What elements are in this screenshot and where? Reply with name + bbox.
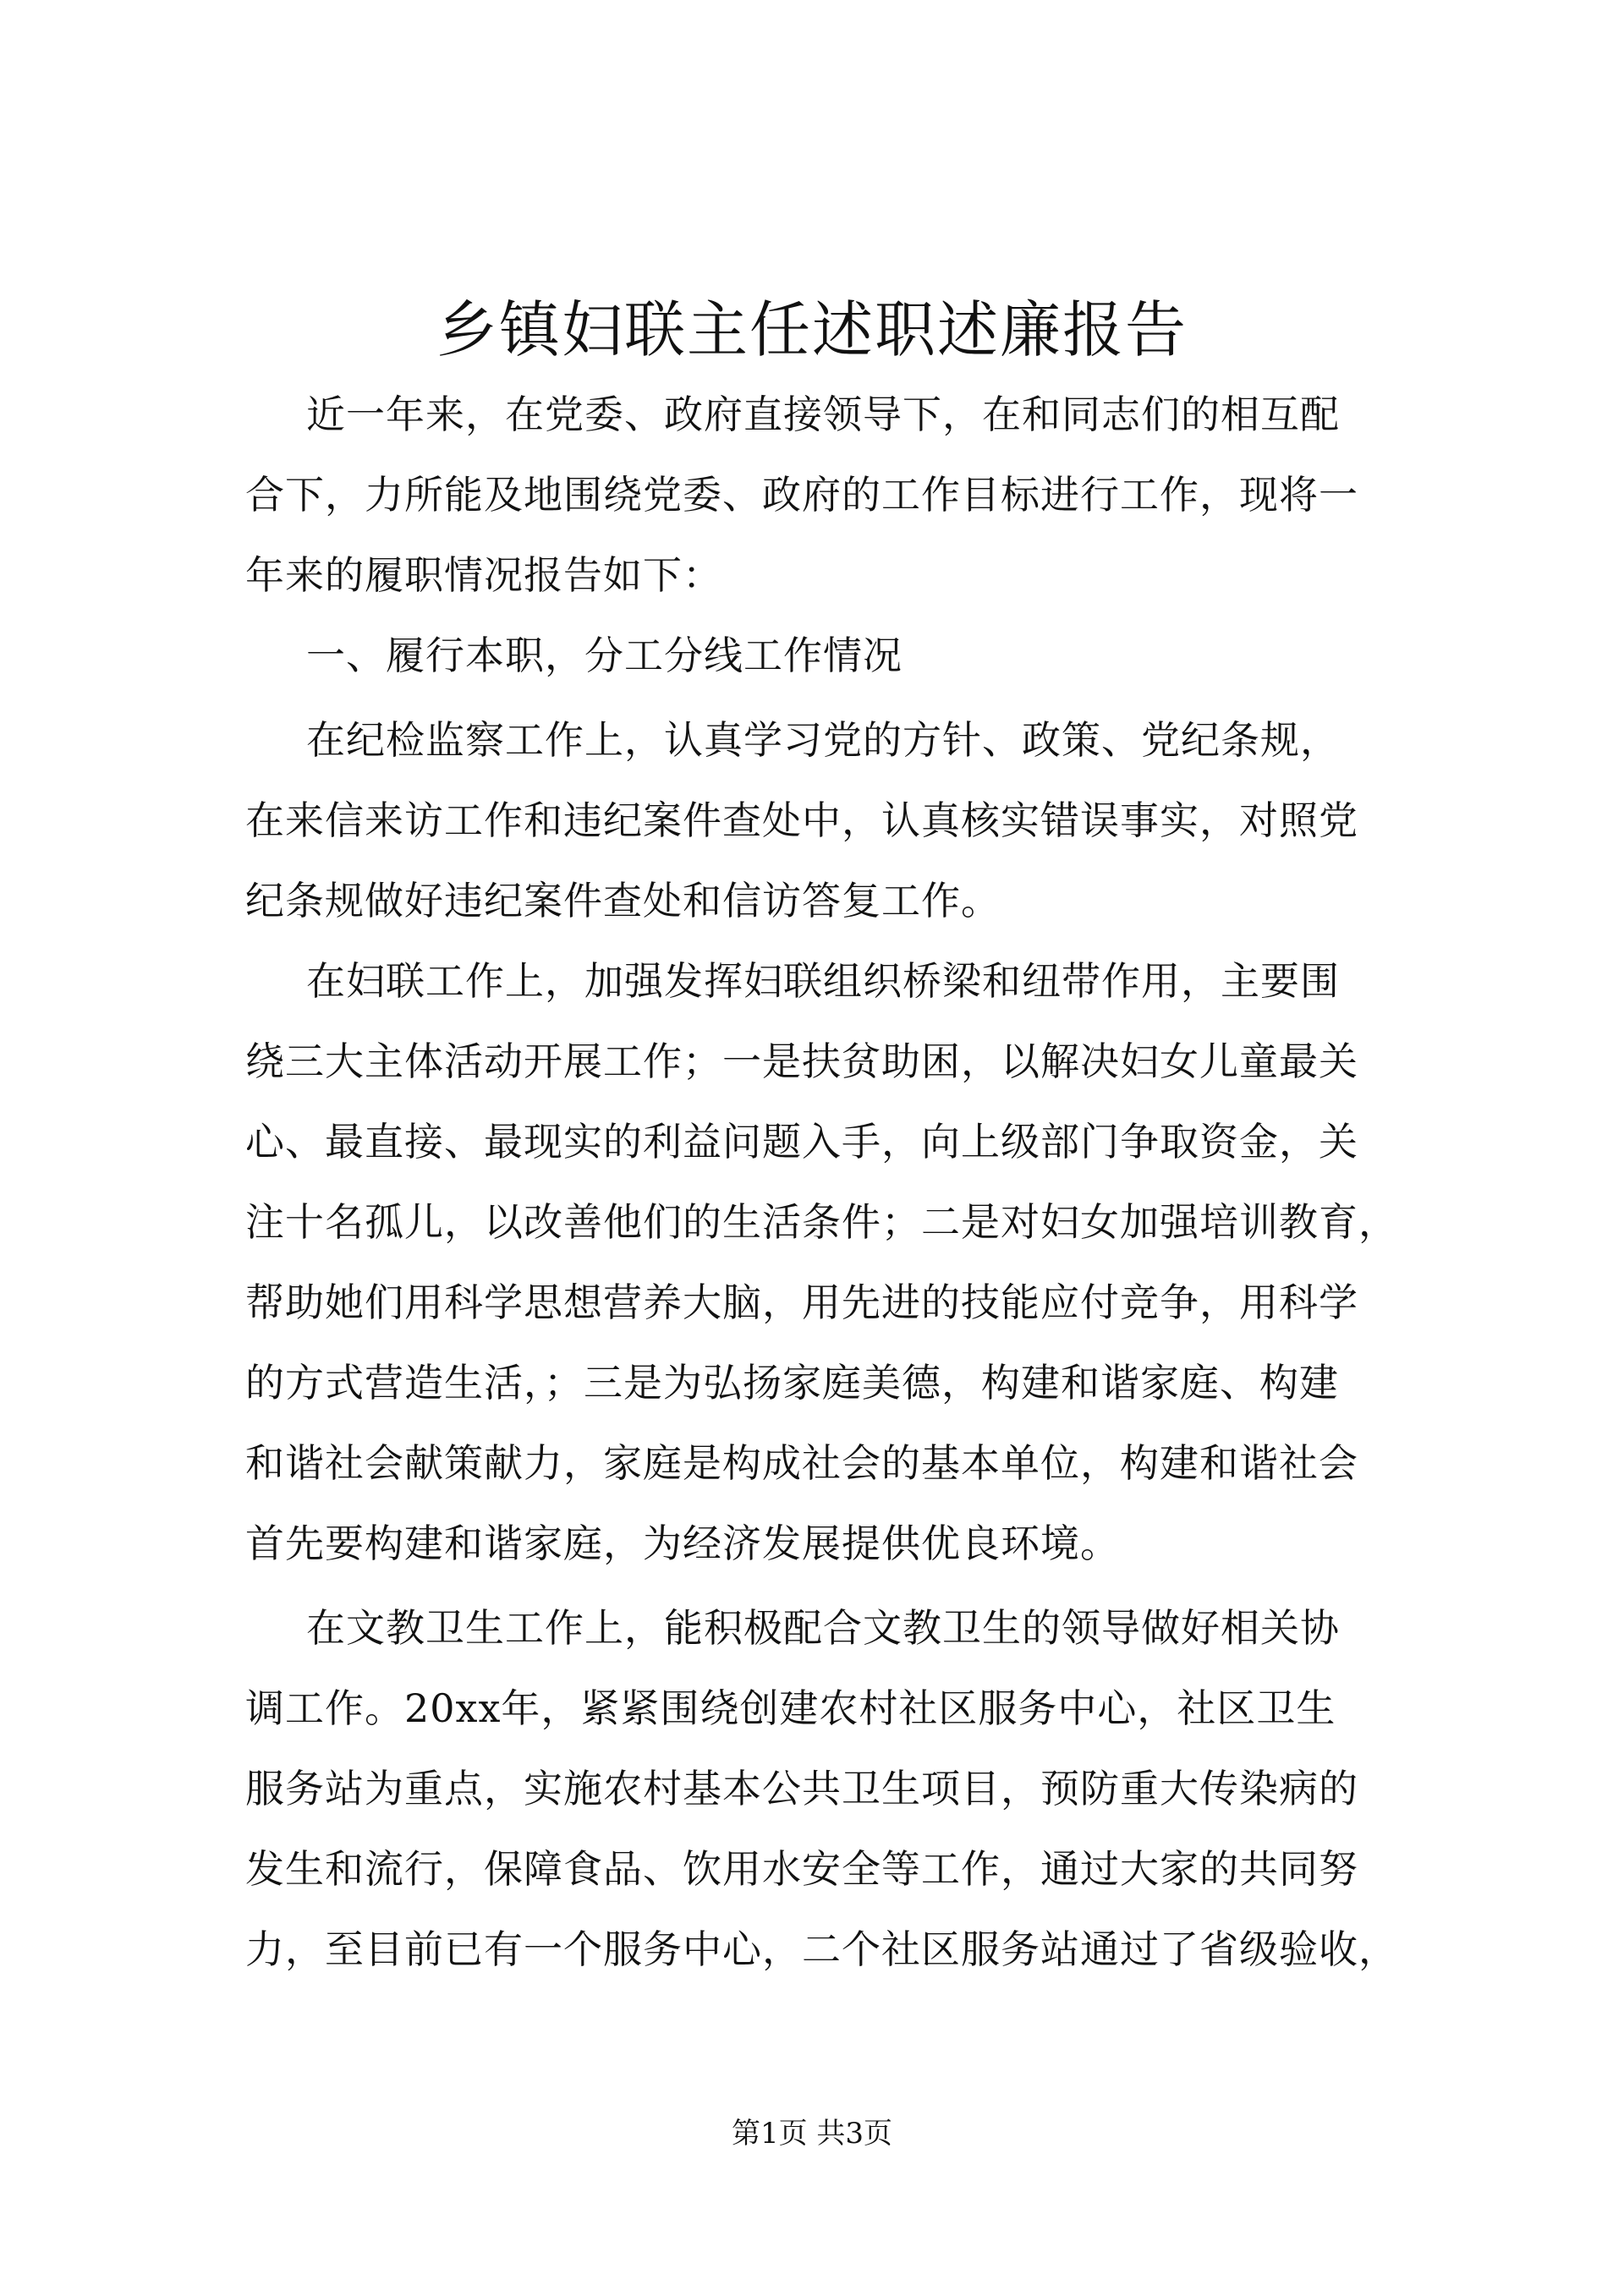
paragraph-line: 注十名孤儿，以改善他们的生活条件；二是对妇女加强培训教育， bbox=[245, 1199, 1398, 1245]
paragraph-line: 力，至目前已有一个服务中心，二个社区服务站通过了省级验收， bbox=[245, 1926, 1398, 1972]
paragraph-line: 调工作。20xx年，紧紧围绕创建农村社区服务中心，社区卫生 bbox=[245, 1685, 1336, 1731]
paragraph-line: 合下，力所能及地围绕党委、政府的工作目标进行工作，现将一 bbox=[245, 472, 1358, 518]
paragraph-line: 帮助她们用科学思想营养大脑，用先进的技能应付竞争，用科学 bbox=[245, 1280, 1358, 1325]
paragraph-line: 绕三大主体活动开展工作；一是扶贫助困，以解决妇女儿童最关 bbox=[245, 1038, 1358, 1084]
paragraph-line: 的方式营造生活，；三是为弘扬家庭美德，构建和谐家庭、构建 bbox=[245, 1360, 1339, 1406]
paragraph-line: 和谐社会献策献力，家庭是构成社会的基本单位，构建和谐社会 bbox=[245, 1440, 1358, 1486]
paragraph-line: 心、最直接、最现实的利益问题入手，向上级部门争取资金，关 bbox=[245, 1119, 1358, 1164]
paragraph-line: 在纪检监察工作上，认真学习党的方针、政策、党纪条规， bbox=[306, 717, 1340, 763]
paragraph-line: 在来信来访工作和违纪案件查处中，认真核实错误事实，对照党 bbox=[245, 797, 1358, 843]
paragraph-line: 服务站为重点，实施农村基本公共卫生项目，预防重大传染病的 bbox=[245, 1766, 1358, 1811]
paragraph-line: 在文教卫生工作上，能积极配合文教卫生的领导做好相关协 bbox=[306, 1605, 1340, 1651]
document-title: 乡镇妇联主任述职述廉报告 bbox=[436, 294, 1188, 365]
paragraph-line: 纪条规做好违纪案件查处和信访答复工作。 bbox=[245, 878, 1001, 923]
section-heading: 一、履行本职，分工分线工作情况 bbox=[306, 633, 903, 678]
paragraph-line: 年来的履职情况报告如下： bbox=[245, 552, 722, 598]
page-number-footer: 第1页 共3页 bbox=[731, 2117, 893, 2151]
paragraph-line: 发生和流行，保障食品、饮用水安全等工作，通过大家的共同努 bbox=[245, 1846, 1358, 1892]
paragraph-line: 近一年来，在党委、政府直接领导下，在和同志们的相互配 bbox=[306, 392, 1340, 437]
paragraph-line: 在妇联工作上，加强发挥妇联组织桥梁和纽带作用，主要围 bbox=[306, 958, 1340, 1004]
paragraph-line: 首先要构建和谐家庭，为经济发展提供优良环境。 bbox=[245, 1521, 1120, 1566]
